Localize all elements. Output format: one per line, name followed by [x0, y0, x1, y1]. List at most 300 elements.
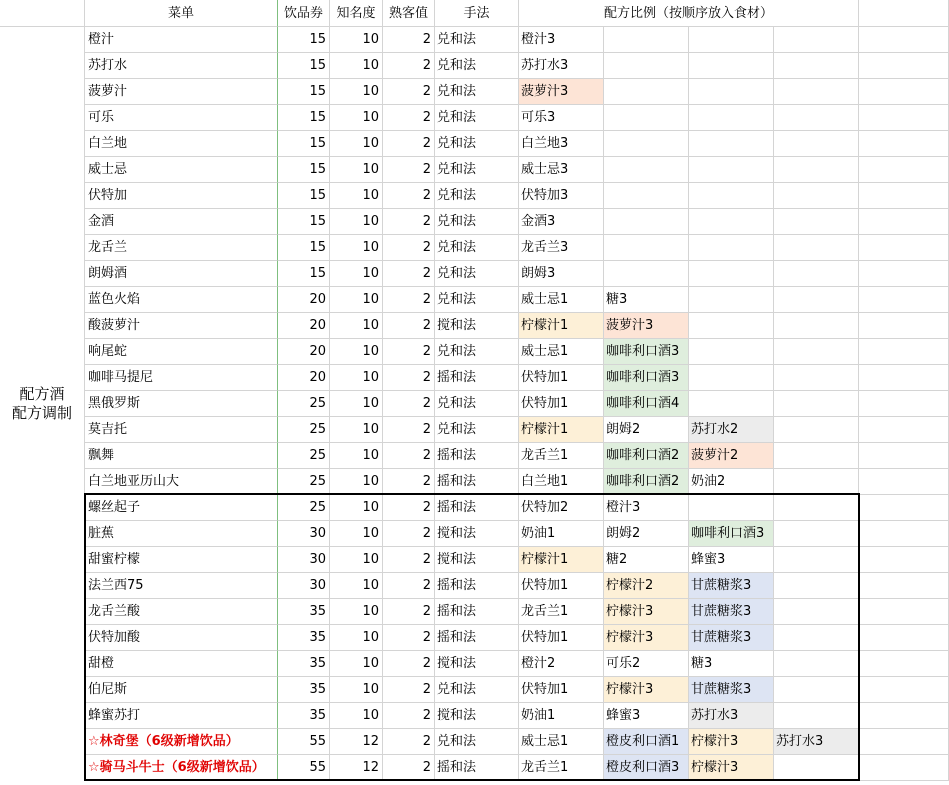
method-cell[interactable]: 兑和法 — [435, 209, 519, 235]
ingredient-cell[interactable] — [774, 183, 859, 209]
method-cell[interactable]: 兑和法 — [435, 27, 519, 53]
ingredient-cell[interactable]: 柠檬汁1 — [519, 417, 604, 443]
empty-cell[interactable] — [859, 573, 949, 599]
ingredient-cell[interactable] — [689, 79, 774, 105]
familiarity-cell[interactable]: 2 — [383, 755, 435, 781]
ingredient-cell[interactable]: 威士忌1 — [519, 287, 604, 313]
ingredient-cell[interactable]: 苏打水3 — [774, 729, 859, 755]
empty-cell[interactable] — [859, 755, 949, 781]
drink-name-cell[interactable]: 脏蕉 — [85, 521, 278, 547]
ingredient-cell[interactable] — [604, 183, 689, 209]
ingredient-cell[interactable]: 橙皮利口酒3 — [604, 755, 689, 781]
vouchers-cell[interactable]: 25 — [278, 417, 330, 443]
vouchers-cell[interactable]: 55 — [278, 755, 330, 781]
ingredient-cell[interactable]: 伏特加1 — [519, 625, 604, 651]
ingredient-cell[interactable] — [774, 391, 859, 417]
ingredient-cell[interactable] — [604, 131, 689, 157]
ingredient-cell[interactable]: 橙皮利口酒1 — [604, 729, 689, 755]
drink-name-cell[interactable]: 龙舌兰 — [85, 235, 278, 261]
ingredient-cell[interactable]: 白兰地3 — [519, 131, 604, 157]
familiarity-cell[interactable]: 2 — [383, 287, 435, 313]
method-cell[interactable]: 摇和法 — [435, 625, 519, 651]
ingredient-cell[interactable] — [774, 105, 859, 131]
ingredient-cell[interactable]: 甘蔗糖浆3 — [689, 677, 774, 703]
ingredient-cell[interactable]: 咖啡利口酒2 — [604, 469, 689, 495]
header-vouchers[interactable]: 饮品券 — [278, 0, 330, 27]
ingredient-cell[interactable]: 苏打水3 — [689, 703, 774, 729]
fame-cell[interactable]: 10 — [330, 79, 383, 105]
empty-cell[interactable] — [859, 79, 949, 105]
method-cell[interactable]: 摇和法 — [435, 495, 519, 521]
drink-name-cell[interactable]: 苏打水 — [85, 53, 278, 79]
familiarity-cell[interactable]: 2 — [383, 443, 435, 469]
familiarity-cell[interactable]: 2 — [383, 53, 435, 79]
ingredient-cell[interactable]: 咖啡利口酒2 — [604, 443, 689, 469]
ingredient-cell[interactable] — [689, 235, 774, 261]
fame-cell[interactable]: 10 — [330, 157, 383, 183]
ingredient-cell[interactable]: 苏打水2 — [689, 417, 774, 443]
method-cell[interactable]: 搅和法 — [435, 313, 519, 339]
drink-name-cell[interactable]: ☆骑马斗牛士（6级新增饮品） — [85, 755, 278, 781]
drink-name-cell[interactable]: 法兰西75 — [85, 573, 278, 599]
ingredient-cell[interactable] — [774, 365, 859, 391]
ingredient-cell[interactable] — [774, 27, 859, 53]
ingredient-cell[interactable]: 柠檬汁3 — [604, 677, 689, 703]
ingredient-cell[interactable] — [604, 235, 689, 261]
ingredient-cell[interactable] — [774, 625, 859, 651]
header-blank[interactable] — [0, 0, 85, 27]
empty-cell[interactable] — [859, 729, 949, 755]
method-cell[interactable]: 兑和法 — [435, 677, 519, 703]
ingredient-cell[interactable]: 甘蔗糖浆3 — [689, 625, 774, 651]
drink-name-cell[interactable]: ☆林奇堡（6级新增饮品） — [85, 729, 278, 755]
drink-name-cell[interactable]: 朗姆酒 — [85, 261, 278, 287]
ingredient-cell[interactable]: 伏特加3 — [519, 183, 604, 209]
familiarity-cell[interactable]: 2 — [383, 27, 435, 53]
vouchers-cell[interactable]: 20 — [278, 365, 330, 391]
ingredient-cell[interactable] — [774, 677, 859, 703]
ingredient-cell[interactable] — [604, 261, 689, 287]
ingredient-cell[interactable]: 柠檬汁2 — [604, 573, 689, 599]
fame-cell[interactable]: 10 — [330, 235, 383, 261]
vouchers-cell[interactable]: 35 — [278, 651, 330, 677]
ingredient-cell[interactable] — [774, 443, 859, 469]
method-cell[interactable]: 兑和法 — [435, 391, 519, 417]
category-line1: 配方酒 — [19, 384, 65, 403]
vouchers-cell[interactable]: 15 — [278, 53, 330, 79]
method-cell[interactable]: 搅和法 — [435, 651, 519, 677]
method-cell[interactable]: 兑和法 — [435, 235, 519, 261]
ingredient-cell[interactable]: 朗姆3 — [519, 261, 604, 287]
fame-cell[interactable]: 10 — [330, 573, 383, 599]
fame-cell[interactable]: 10 — [330, 27, 383, 53]
empty-cell[interactable] — [859, 495, 949, 521]
method-cell[interactable]: 摇和法 — [435, 365, 519, 391]
ingredient-cell[interactable]: 甘蔗糖浆3 — [689, 573, 774, 599]
ingredient-cell[interactable]: 糖3 — [604, 287, 689, 313]
ingredient-cell[interactable]: 蜂蜜3 — [604, 703, 689, 729]
ingredient-cell[interactable] — [689, 313, 774, 339]
vouchers-cell[interactable]: 35 — [278, 599, 330, 625]
familiarity-cell[interactable]: 2 — [383, 339, 435, 365]
ingredient-cell[interactable]: 龙舌兰1 — [519, 755, 604, 781]
fame-cell[interactable]: 10 — [330, 339, 383, 365]
familiarity-cell[interactable]: 2 — [383, 79, 435, 105]
fame-cell[interactable]: 10 — [330, 105, 383, 131]
ingredient-cell[interactable] — [604, 79, 689, 105]
fame-cell[interactable]: 10 — [330, 547, 383, 573]
header-recipe[interactable]: 配方比例（按顺序放入食材） — [519, 0, 859, 27]
ingredient-cell[interactable]: 橙汁3 — [519, 27, 604, 53]
familiarity-cell[interactable]: 2 — [383, 521, 435, 547]
ingredient-cell[interactable]: 蜂蜜3 — [689, 547, 774, 573]
ingredient-cell[interactable]: 柠檬汁3 — [604, 625, 689, 651]
familiarity-cell[interactable]: 2 — [383, 365, 435, 391]
familiarity-cell[interactable]: 2 — [383, 183, 435, 209]
ingredient-cell[interactable] — [774, 651, 859, 677]
ingredient-cell[interactable] — [689, 261, 774, 287]
familiarity-cell[interactable]: 2 — [383, 261, 435, 287]
ingredient-cell[interactable] — [774, 157, 859, 183]
ingredient-cell[interactable]: 糖3 — [689, 651, 774, 677]
fame-cell[interactable]: 10 — [330, 131, 383, 157]
familiarity-cell[interactable]: 2 — [383, 157, 435, 183]
empty-cell[interactable] — [859, 209, 949, 235]
drink-name-cell[interactable]: 威士忌 — [85, 157, 278, 183]
ingredient-cell[interactable]: 金酒3 — [519, 209, 604, 235]
fame-cell[interactable]: 10 — [330, 625, 383, 651]
header-menu[interactable]: 菜单 — [85, 0, 278, 27]
method-cell[interactable]: 搅和法 — [435, 703, 519, 729]
ingredient-cell[interactable] — [604, 209, 689, 235]
drink-name-cell[interactable]: 甜蜜柠檬 — [85, 547, 278, 573]
ingredient-cell[interactable] — [689, 131, 774, 157]
ingredient-cell[interactable] — [774, 235, 859, 261]
familiarity-cell[interactable]: 2 — [383, 495, 435, 521]
ingredient-cell[interactable]: 威士忌1 — [519, 339, 604, 365]
drink-name-cell[interactable]: 伯尼斯 — [85, 677, 278, 703]
drink-name-cell[interactable]: 蜂蜜苏打 — [85, 703, 278, 729]
method-cell[interactable]: 兑和法 — [435, 417, 519, 443]
ingredient-cell[interactable] — [689, 105, 774, 131]
ingredient-cell[interactable]: 伏特加2 — [519, 495, 604, 521]
vouchers-cell[interactable]: 35 — [278, 625, 330, 651]
ingredient-cell[interactable] — [604, 53, 689, 79]
fame-cell[interactable]: 12 — [330, 729, 383, 755]
vouchers-cell[interactable]: 25 — [278, 469, 330, 495]
vouchers-cell[interactable]: 15 — [278, 105, 330, 131]
ingredient-cell[interactable] — [689, 287, 774, 313]
ingredient-cell[interactable]: 可乐3 — [519, 105, 604, 131]
ingredient-cell[interactable] — [689, 391, 774, 417]
fame-cell[interactable]: 10 — [330, 261, 383, 287]
method-cell[interactable]: 摇和法 — [435, 573, 519, 599]
vouchers-cell[interactable]: 15 — [278, 261, 330, 287]
empty-cell[interactable] — [859, 313, 949, 339]
ingredient-cell[interactable]: 糖2 — [604, 547, 689, 573]
ingredient-cell[interactable] — [689, 339, 774, 365]
drink-name-cell[interactable]: 螺丝起子 — [85, 495, 278, 521]
ingredient-cell[interactable]: 伏特加1 — [519, 365, 604, 391]
drink-name-cell[interactable]: 黑俄罗斯 — [85, 391, 278, 417]
empty-cell[interactable] — [859, 53, 949, 79]
ingredient-cell[interactable] — [689, 495, 774, 521]
fame-cell[interactable]: 10 — [330, 209, 383, 235]
ingredient-cell[interactable] — [774, 313, 859, 339]
ingredient-cell[interactable] — [689, 53, 774, 79]
vouchers-cell[interactable]: 25 — [278, 443, 330, 469]
ingredient-cell[interactable] — [689, 183, 774, 209]
fame-cell[interactable]: 10 — [330, 53, 383, 79]
drink-name-cell[interactable]: 白兰地亚历山大 — [85, 469, 278, 495]
familiarity-cell[interactable]: 2 — [383, 547, 435, 573]
ingredient-cell[interactable]: 咖啡利口酒3 — [604, 339, 689, 365]
ingredient-cell[interactable] — [689, 27, 774, 53]
ingredient-cell[interactable]: 白兰地1 — [519, 469, 604, 495]
method-cell[interactable]: 摇和法 — [435, 755, 519, 781]
ingredient-cell[interactable]: 朗姆2 — [604, 417, 689, 443]
drink-name-cell[interactable]: 可乐 — [85, 105, 278, 131]
drink-name-cell[interactable]: 响尾蛇 — [85, 339, 278, 365]
drink-name-cell[interactable]: 莫吉托 — [85, 417, 278, 443]
vouchers-cell[interactable]: 15 — [278, 157, 330, 183]
fame-cell[interactable]: 10 — [330, 443, 383, 469]
fame-cell[interactable]: 10 — [330, 365, 383, 391]
ingredient-cell[interactable]: 咖啡利口酒3 — [689, 521, 774, 547]
empty-cell[interactable] — [859, 599, 949, 625]
drink-name-cell[interactable]: 菠萝汁 — [85, 79, 278, 105]
fame-cell[interactable]: 10 — [330, 313, 383, 339]
fame-cell[interactable]: 10 — [330, 599, 383, 625]
empty-cell[interactable] — [859, 261, 949, 287]
ingredient-cell[interactable]: 咖啡利口酒4 — [604, 391, 689, 417]
ingredient-cell[interactable]: 威士忌3 — [519, 157, 604, 183]
ingredient-cell[interactable]: 龙舌兰1 — [519, 443, 604, 469]
header-empty[interactable] — [859, 0, 949, 27]
ingredient-cell[interactable]: 苏打水3 — [519, 53, 604, 79]
ingredient-cell[interactable]: 柠檬汁3 — [689, 755, 774, 781]
ingredient-cell[interactable]: 咖啡利口酒3 — [604, 365, 689, 391]
empty-cell[interactable] — [859, 183, 949, 209]
empty-cell[interactable] — [859, 391, 949, 417]
ingredient-cell[interactable] — [774, 573, 859, 599]
fame-cell[interactable]: 12 — [330, 755, 383, 781]
empty-cell[interactable] — [859, 339, 949, 365]
vouchers-cell[interactable]: 35 — [278, 677, 330, 703]
ingredient-cell[interactable] — [774, 599, 859, 625]
drink-name-cell[interactable]: 伏特加 — [85, 183, 278, 209]
vouchers-cell[interactable]: 55 — [278, 729, 330, 755]
ingredient-cell[interactable] — [774, 131, 859, 157]
ingredient-cell[interactable] — [774, 547, 859, 573]
fame-cell[interactable]: 10 — [330, 703, 383, 729]
empty-cell[interactable] — [859, 105, 949, 131]
ingredient-cell[interactable] — [774, 53, 859, 79]
method-cell[interactable]: 兑和法 — [435, 105, 519, 131]
method-cell[interactable]: 兑和法 — [435, 183, 519, 209]
ingredient-cell[interactable] — [774, 261, 859, 287]
header-fame[interactable]: 知名度 — [330, 0, 383, 27]
familiarity-cell[interactable]: 2 — [383, 729, 435, 755]
ingredient-cell[interactable] — [689, 365, 774, 391]
empty-cell[interactable] — [859, 469, 949, 495]
empty-cell[interactable] — [859, 625, 949, 651]
vouchers-cell[interactable]: 15 — [278, 209, 330, 235]
empty-cell[interactable] — [859, 521, 949, 547]
familiarity-cell[interactable]: 2 — [383, 599, 435, 625]
method-cell[interactable]: 兑和法 — [435, 53, 519, 79]
ingredient-cell[interactable] — [689, 209, 774, 235]
method-cell[interactable]: 搅和法 — [435, 521, 519, 547]
method-cell[interactable]: 摇和法 — [435, 599, 519, 625]
ingredient-cell[interactable] — [774, 703, 859, 729]
vouchers-cell[interactable]: 35 — [278, 703, 330, 729]
fame-cell[interactable]: 10 — [330, 651, 383, 677]
header-familiarity[interactable]: 熟客值 — [383, 0, 435, 27]
vouchers-cell[interactable]: 25 — [278, 391, 330, 417]
ingredient-cell[interactable]: 菠萝汁3 — [519, 79, 604, 105]
familiarity-cell[interactable]: 2 — [383, 651, 435, 677]
ingredient-cell[interactable]: 伏特加1 — [519, 391, 604, 417]
ingredient-cell[interactable]: 奶油1 — [519, 703, 604, 729]
ingredient-cell[interactable]: 菠萝汁3 — [604, 313, 689, 339]
ingredient-cell[interactable]: 可乐2 — [604, 651, 689, 677]
vouchers-cell[interactable]: 15 — [278, 131, 330, 157]
ingredient-cell[interactable]: 伏特加1 — [519, 573, 604, 599]
familiarity-cell[interactable]: 2 — [383, 573, 435, 599]
fame-cell[interactable]: 10 — [330, 677, 383, 703]
familiarity-cell[interactable]: 2 — [383, 209, 435, 235]
empty-cell[interactable] — [859, 287, 949, 313]
ingredient-cell[interactable] — [774, 755, 859, 781]
ingredient-cell[interactable] — [774, 469, 859, 495]
vouchers-cell[interactable]: 25 — [278, 495, 330, 521]
vouchers-cell[interactable]: 30 — [278, 547, 330, 573]
ingredient-cell[interactable]: 橙汁2 — [519, 651, 604, 677]
ingredient-cell[interactable]: 伏特加1 — [519, 677, 604, 703]
ingredient-cell[interactable]: 奶油2 — [689, 469, 774, 495]
fame-cell[interactable]: 10 — [330, 183, 383, 209]
vouchers-cell[interactable]: 30 — [278, 521, 330, 547]
ingredient-cell[interactable] — [774, 209, 859, 235]
vouchers-cell[interactable]: 20 — [278, 313, 330, 339]
ingredient-cell[interactable]: 龙舌兰3 — [519, 235, 604, 261]
empty-cell[interactable] — [859, 443, 949, 469]
vouchers-cell[interactable]: 20 — [278, 287, 330, 313]
familiarity-cell[interactable]: 2 — [383, 417, 435, 443]
familiarity-cell[interactable]: 2 — [383, 131, 435, 157]
ingredient-cell[interactable]: 朗姆2 — [604, 521, 689, 547]
category-label[interactable] — [0, 27, 85, 780]
ingredient-cell[interactable]: 柠檬汁1 — [519, 547, 604, 573]
empty-cell[interactable] — [859, 703, 949, 729]
familiarity-cell[interactable]: 2 — [383, 469, 435, 495]
ingredient-cell[interactable]: 奶油1 — [519, 521, 604, 547]
method-cell[interactable]: 兑和法 — [435, 261, 519, 287]
drink-name-cell[interactable]: 白兰地 — [85, 131, 278, 157]
empty-cell[interactable] — [859, 417, 949, 443]
familiarity-cell[interactable]: 2 — [383, 235, 435, 261]
ingredient-cell[interactable] — [774, 495, 859, 521]
vouchers-cell[interactable]: 20 — [278, 339, 330, 365]
familiarity-cell[interactable]: 2 — [383, 105, 435, 131]
empty-cell[interactable] — [859, 27, 949, 53]
drink-name-cell[interactable]: 咖啡马提尼 — [85, 365, 278, 391]
familiarity-cell[interactable]: 2 — [383, 391, 435, 417]
vouchers-cell[interactable]: 15 — [278, 27, 330, 53]
header-method[interactable]: 手法 — [435, 0, 519, 27]
fame-cell[interactable]: 10 — [330, 469, 383, 495]
fame-cell[interactable]: 10 — [330, 521, 383, 547]
method-cell[interactable]: 兑和法 — [435, 287, 519, 313]
ingredient-cell[interactable] — [774, 521, 859, 547]
method-cell[interactable]: 兑和法 — [435, 79, 519, 105]
drink-name-cell[interactable]: 橙汁 — [85, 27, 278, 53]
ingredient-cell[interactable]: 威士忌1 — [519, 729, 604, 755]
drink-name-cell[interactable]: 飘舞 — [85, 443, 278, 469]
empty-cell[interactable] — [859, 235, 949, 261]
ingredient-cell[interactable] — [774, 79, 859, 105]
ingredient-cell[interactable] — [774, 287, 859, 313]
empty-cell[interactable] — [859, 651, 949, 677]
familiarity-cell[interactable]: 2 — [383, 625, 435, 651]
ingredient-cell[interactable]: 柠檬汁1 — [519, 313, 604, 339]
ingredient-cell[interactable] — [604, 27, 689, 53]
fame-cell[interactable]: 10 — [330, 391, 383, 417]
ingredient-cell[interactable] — [774, 339, 859, 365]
familiarity-cell[interactable]: 2 — [383, 313, 435, 339]
ingredient-cell[interactable]: 柠檬汁3 — [689, 729, 774, 755]
method-cell[interactable]: 搅和法 — [435, 547, 519, 573]
fame-cell[interactable]: 10 — [330, 287, 383, 313]
drink-name-cell[interactable]: 甜橙 — [85, 651, 278, 677]
ingredient-cell[interactable]: 甘蔗糖浆3 — [689, 599, 774, 625]
ingredient-cell[interactable] — [689, 157, 774, 183]
method-cell[interactable]: 兑和法 — [435, 729, 519, 755]
empty-cell[interactable] — [859, 677, 949, 703]
method-cell[interactable]: 兑和法 — [435, 157, 519, 183]
drink-name-cell[interactable]: 金酒 — [85, 209, 278, 235]
vouchers-cell[interactable]: 30 — [278, 573, 330, 599]
vouchers-cell[interactable]: 15 — [278, 79, 330, 105]
ingredient-cell[interactable]: 龙舌兰1 — [519, 599, 604, 625]
drink-name-cell[interactable]: 酸菠萝汁 — [85, 313, 278, 339]
drink-name-cell[interactable]: 伏特加酸 — [85, 625, 278, 651]
method-cell[interactable]: 兑和法 — [435, 339, 519, 365]
method-cell[interactable]: 摇和法 — [435, 469, 519, 495]
empty-cell[interactable] — [859, 547, 949, 573]
empty-cell[interactable] — [859, 157, 949, 183]
method-cell[interactable]: 摇和法 — [435, 443, 519, 469]
drink-name-cell[interactable]: 蓝色火焰 — [85, 287, 278, 313]
ingredient-cell[interactable]: 柠檬汁3 — [604, 599, 689, 625]
ingredient-cell[interactable] — [604, 157, 689, 183]
ingredient-cell[interactable] — [604, 105, 689, 131]
ingredient-cell[interactable] — [774, 417, 859, 443]
empty-cell[interactable] — [859, 131, 949, 157]
empty-cell[interactable] — [859, 365, 949, 391]
familiarity-cell[interactable]: 2 — [383, 703, 435, 729]
ingredient-cell[interactable]: 橙汁3 — [604, 495, 689, 521]
drink-name-cell[interactable]: 龙舌兰酸 — [85, 599, 278, 625]
fame-cell[interactable]: 10 — [330, 417, 383, 443]
method-cell[interactable]: 兑和法 — [435, 131, 519, 157]
fame-cell[interactable]: 10 — [330, 495, 383, 521]
familiarity-cell[interactable]: 2 — [383, 677, 435, 703]
vouchers-cell[interactable]: 15 — [278, 235, 330, 261]
vouchers-cell[interactable]: 15 — [278, 183, 330, 209]
ingredient-cell[interactable]: 菠萝汁2 — [689, 443, 774, 469]
